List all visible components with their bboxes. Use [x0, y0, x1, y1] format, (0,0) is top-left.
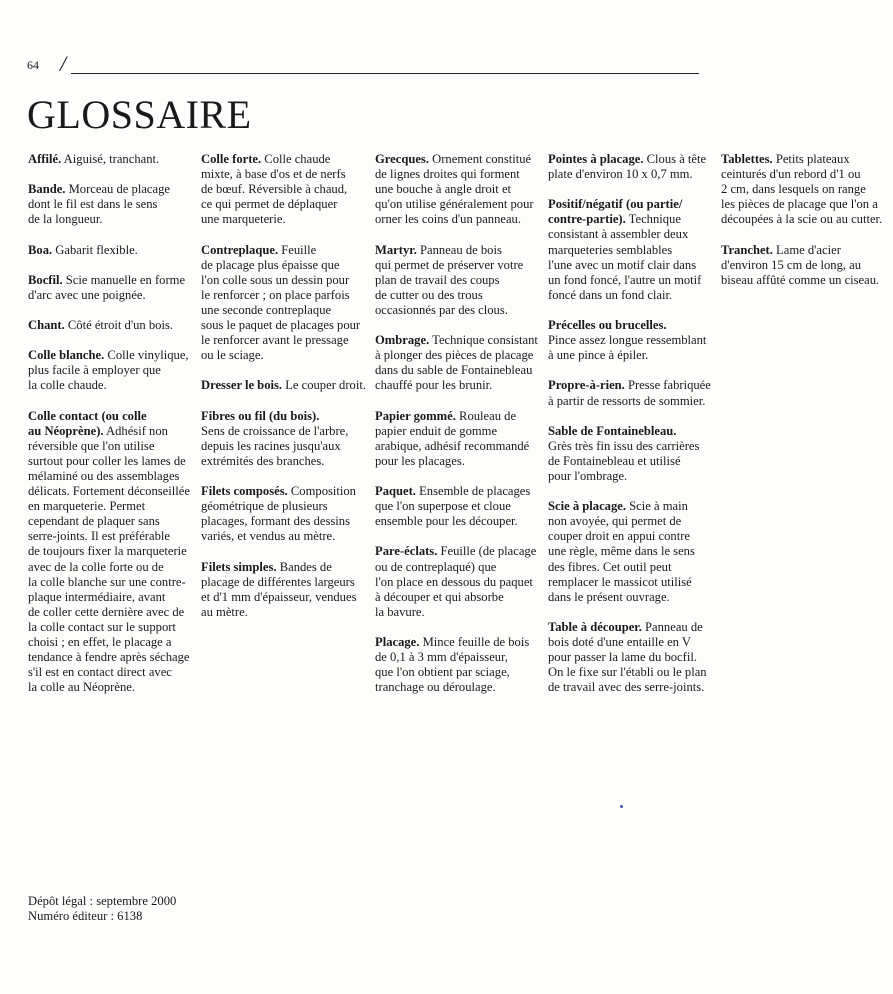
glossary-entry	[548, 378, 711, 408]
glossary-definition-line: de 0,1 à 3 mm d'épaisseur,	[375, 650, 508, 665]
glossary-definition-line: Panneau de	[641, 619, 703, 634]
glossary-entry	[28, 348, 188, 393]
glossary-entry	[548, 318, 708, 363]
glossary-definition-line: Mince feuille de bois	[419, 635, 530, 649]
glossary-definition-line: Feuille	[278, 242, 317, 257]
glossary-entry	[28, 409, 188, 696]
glossary-entry	[375, 635, 535, 695]
glossary-entry	[548, 499, 708, 605]
glossary-definition-line: des fibres. Cet outil peut	[548, 559, 672, 574]
glossary-term: Filets simples.	[201, 559, 277, 574]
glossary-definition-line: Grès très fin issu des carrières	[548, 438, 700, 453]
glossary-definition-line: d'arc avec une poignée.	[28, 287, 146, 302]
glossary-entry	[548, 620, 708, 695]
page-title: GLOSSAIRE	[27, 92, 252, 137]
glossary-entry	[548, 424, 708, 484]
glossary-term: Martyr.	[375, 242, 417, 257]
glossary-definition-line: en marqueterie. Permet	[28, 499, 146, 514]
glossary-definition-line: plate d'environ 10 x 0,7 mm.	[548, 167, 693, 182]
glossary-definition-line: Presse fabriquée	[624, 378, 711, 393]
glossary-term: Table à découper.	[548, 619, 642, 634]
glossary-definition-line: Aiguisé, tranchant.	[61, 152, 160, 166]
glossary-definition-line: 2 cm, dans lesquels on range	[721, 182, 866, 197]
publisher-number: Numéro éditeur : 6138	[28, 909, 143, 924]
glossary-definition-line: dont le fil est dans le sens	[28, 197, 158, 212]
glossary-term: Colle contact (ou colle	[28, 408, 147, 423]
glossary-definition-line: une marqueterie.	[201, 212, 286, 227]
glossary-entry	[375, 152, 535, 227]
glossary-entry	[201, 560, 361, 620]
glossary-definition-line: surtout pour coller les lames de	[28, 453, 186, 468]
glossary-term: Positif/négatif (ou partie/	[548, 197, 683, 212]
glossary-definition-line: dans le présent ouvrage.	[548, 589, 670, 604]
glossary-definition-line: papier enduit de gomme	[375, 423, 498, 438]
glossary-definition-line: Colle chaude	[261, 152, 331, 166]
glossary-entry	[28, 318, 188, 333]
glossary-definition-line: à plonger des pièces de placage	[375, 348, 534, 363]
glossary-definition-line: Le couper droit.	[282, 378, 366, 393]
glossary-term: Colle forte.	[201, 152, 262, 166]
glossary-entry	[721, 152, 886, 227]
glossary-definition-line: un fond foncé, l'autre un motif	[548, 272, 702, 287]
glossary-definition-line: s'il est en contact direct avec	[28, 665, 172, 680]
glossary-term: contre-partie).	[548, 212, 626, 227]
glossary-definition-line: une bouche à angle droit et	[375, 182, 512, 197]
glossary-entry	[28, 273, 188, 303]
glossary-definition-line: Scie à main	[626, 499, 688, 514]
glossary-entry	[548, 197, 708, 303]
glossary-definition-line: variés, et vendus au mètre.	[201, 529, 336, 544]
glossary-definition-line: ensemble pour les découper.	[375, 514, 518, 529]
glossary-definition-line: que l'on obtient par sciage,	[375, 665, 510, 680]
glossary-definition-line: orner les coins d'un panneau.	[375, 212, 522, 227]
glossary-term: Boa.	[28, 242, 53, 257]
glossary-definition-line: occasionnés par des clous.	[375, 302, 508, 317]
glossary-entry	[375, 243, 535, 318]
glossary-definition-line: d'environ 15 cm de long, au	[721, 257, 862, 272]
glossary-entry	[201, 409, 361, 469]
glossary-definition-line: à une pince à épiler.	[548, 348, 649, 363]
glossary-term: Placage.	[375, 635, 420, 649]
glossary-entry	[375, 544, 535, 619]
glossary-term: Pare-éclats.	[375, 544, 438, 559]
glossary-term: Tranchet.	[721, 242, 773, 257]
glossary-definition-line: la colle blanche sur une contre-	[28, 574, 186, 589]
glossary-column-3	[375, 152, 538, 710]
glossary-definition-line: tendance à fendre après séchage	[28, 650, 190, 665]
glossary-entry	[28, 152, 188, 167]
glossary-entry	[721, 243, 886, 288]
glossary-definition-line: biseau affûté comme un ciseau.	[721, 272, 880, 287]
glossary-definition-line: plus facile à employer que	[28, 363, 161, 378]
glossary-definition-line: de cutter ou des trous	[375, 287, 483, 302]
header-rule	[71, 73, 699, 74]
glossary-definition-line: de la longueur.	[28, 212, 103, 227]
glossary-definition-line: cependant de plaquer sans	[28, 514, 160, 529]
glossary-definition-line: la colle au Néoprène.	[28, 680, 135, 695]
glossary-definition-line: sous le paquet de placages pour	[201, 318, 361, 333]
glossary-definition-line: choisi ; en effet, le placage a	[28, 635, 172, 649]
glossary-entry	[201, 243, 361, 364]
header-slash: /	[60, 51, 67, 76]
ink-dot	[620, 805, 623, 808]
glossary-term: Dresser le bois.	[201, 378, 283, 393]
legal-deposit: Dépôt légal : septembre 2000	[28, 894, 177, 908]
glossary-definition-line: l'on colle sous un dessin pour	[201, 272, 350, 287]
glossary-definition-line: délicats. Fortement déconseillée	[28, 484, 190, 499]
glossary-definition-line: ce qui permet de déplaquer	[201, 197, 338, 212]
glossary-term: Grecques.	[375, 152, 429, 166]
glossary-definition-line: plan de travail des coups	[375, 272, 500, 287]
glossary-term: Contreplaque.	[201, 242, 279, 257]
glossary-entry	[375, 409, 535, 469]
glossary-definition-line: que l'on superpose et cloue	[375, 499, 511, 514]
glossary-entry	[201, 378, 366, 393]
glossary-entry	[375, 333, 538, 393]
glossary-definition-line: avec de la colle forte ou de	[28, 559, 164, 574]
glossary-definition-line: plaque intermédiaire, avant	[28, 589, 166, 604]
glossary-term: Fibres ou fil (du bois).	[201, 408, 320, 423]
glossary-definition-line: arabique, adhésif recommandé	[375, 438, 530, 453]
glossary-term: Propre-à-rien.	[548, 378, 625, 393]
glossary-definition-line: Technique	[625, 212, 681, 227]
glossary-entry	[201, 152, 361, 227]
glossary-entry	[28, 243, 188, 258]
glossary-definition-line: Lame d'acier	[772, 242, 841, 257]
glossary-definition-line: chauffé pour les brunir.	[375, 378, 493, 393]
glossary-definition-line: de coller cette dernière avec de	[28, 604, 185, 619]
page-header	[27, 51, 699, 76]
glossary-definition-line: pour l'ombrage.	[548, 468, 628, 483]
glossary-term: Papier gommé.	[375, 408, 456, 423]
glossary-definition-line: Scie manuelle en forme	[62, 272, 186, 287]
glossary-definition-line: Morceau de placage	[65, 182, 170, 197]
glossary-term: Colle blanche.	[28, 348, 105, 363]
glossary-column-4	[548, 152, 711, 710]
glossary-definition-line: On le fixe sur l'établi ou le plan	[548, 665, 707, 680]
glossary-definition-line: à partir de ressorts de sommier.	[548, 393, 706, 408]
glossary-column-1	[28, 152, 188, 710]
glossary-definition-line: au mètre.	[201, 604, 248, 619]
glossary-definition-line: Ornement constitué	[429, 152, 532, 166]
glossary-definition-line: l'on place en dessous du paquet	[375, 574, 533, 589]
glossary-definition-line: mélaminé ou des assemblages	[28, 468, 180, 483]
glossary-definition-line: ceinturés d'un rebord d'1 ou	[721, 167, 861, 182]
glossary-definition-line: à découper et qui absorbe	[375, 589, 504, 604]
glossary-definition-line: Côté étroit d'un bois.	[64, 318, 174, 333]
glossary-definition-line: l'une avec un motif clair dans	[548, 257, 697, 272]
glossary-term: Ombrage.	[375, 333, 430, 348]
glossary-term: Précelles ou brucelles.	[548, 318, 667, 333]
glossary-definition-line: qui permet de préserver votre	[375, 257, 524, 272]
glossary-definition-line: la colle contact sur le support	[28, 619, 176, 634]
glossary-definition-line: depuis les racines jusqu'aux	[201, 438, 341, 453]
glossary-definition-line: de Fontainebleau et utilisé	[548, 453, 681, 468]
glossary-term: Bocfil.	[28, 272, 63, 287]
glossary-definition-line: pour les placages.	[375, 453, 465, 468]
glossary-definition-line: Rouleau de	[455, 408, 517, 423]
glossary-definition-line: la bavure.	[375, 604, 425, 619]
glossary-definition-line: les pièces de placage que l'on a	[721, 197, 878, 212]
glossary-definition-line: Colle vinylique,	[104, 348, 189, 363]
glossary-term: Filets composés.	[201, 484, 288, 499]
colophon	[28, 894, 176, 924]
glossary-definition-line: qu'on utilise généralement pour	[375, 197, 534, 212]
glossary-definition-line: de lignes droites qui forment	[375, 167, 520, 182]
glossary-definition-line: et d'1 mm d'épaisseur, vendues	[201, 589, 357, 604]
glossary-term: au Néoprène).	[28, 423, 104, 438]
glossary-entry	[548, 152, 708, 182]
glossary-definition-line: réversible que l'on utilise	[28, 438, 155, 453]
glossary-term: Bande.	[28, 182, 66, 197]
page-number: 64	[27, 58, 39, 72]
glossary-term: Affilé.	[28, 152, 62, 166]
glossary-definition-line: le renforcer avant le pressage	[201, 333, 349, 348]
glossary-entry	[201, 484, 361, 544]
glossary-definition-line: Pince assez longue ressemblant	[548, 333, 707, 348]
glossary-definition-line: Petits plateaux	[772, 152, 850, 166]
glossary-definition-line: dans du sable de Fontainebleau	[375, 363, 533, 378]
glossary-definition-line: Clous à tête	[643, 152, 707, 166]
glossary-definition-line: Sens de croissance de l'arbre,	[201, 423, 349, 438]
glossary-definition-line: la colle chaude.	[28, 378, 107, 393]
glossary-term: Pointes à placage.	[548, 152, 644, 166]
glossary-term: Paquet.	[375, 484, 416, 499]
glossary-definition-line: consistant à assembler deux	[548, 227, 689, 242]
glossary-definition-line: de travail avec des serre-joints.	[548, 680, 705, 695]
glossary-definition-line: de bœuf. Réversible à chaud,	[201, 182, 348, 197]
glossary-definition-line: Ensemble de placages	[415, 484, 531, 499]
glossary-definition-line: de toujours fixer la marqueterie	[28, 544, 187, 559]
glossary-definition-line: pour passer la lame du bocfil.	[548, 650, 697, 665]
glossary-term: Sable de Fontainebleau.	[548, 423, 677, 438]
glossary-definition-line: extrémités des branches.	[201, 453, 325, 468]
glossary-definition-line: Feuille (de placage	[437, 544, 537, 559]
glossary-definition-line: Panneau de bois	[416, 242, 502, 257]
glossary-definition-line: le renforcer ; on place parfois	[201, 287, 350, 302]
glossary-definition-line: marqueteries semblables	[548, 242, 673, 257]
glossary-column-5	[721, 152, 886, 303]
glossary-definition-line: Bandes de	[276, 559, 332, 574]
glossary-definition-line: Technique consistant	[429, 333, 538, 348]
glossary-definition-line: placages, formant des dessins	[201, 514, 350, 529]
glossary-term: Tablettes.	[721, 152, 773, 166]
glossary-definition-line: ou de contreplaqué) que	[375, 559, 497, 574]
glossary-definition-line: géométrique de plusieurs	[201, 499, 328, 514]
glossary-definition-line: une règle, même dans le sens	[548, 544, 695, 559]
glossary-definition-line: mixte, à base d'os et de nerfs	[201, 167, 346, 182]
glossary-definition-line: une seconde contreplaque	[201, 302, 332, 317]
glossary-entry	[28, 182, 188, 227]
glossary-column-2	[201, 152, 366, 635]
glossary-term: Chant.	[28, 318, 65, 333]
glossary-definition-line: tranchage ou déroulage.	[375, 680, 496, 695]
glossary-definition-line: Adhésif non	[103, 423, 168, 438]
glossary-definition-line: couper droit en appui contre	[548, 529, 690, 544]
glossary-definition-line: bois doté d'une entaille en V	[548, 635, 691, 649]
glossary-definition-line: serre-joints. Il est préférable	[28, 529, 170, 544]
glossary-definition-line: ou le sciage.	[201, 348, 264, 363]
glossary-entry	[375, 484, 535, 529]
glossary-definition-line: découpées à la scie ou au cutter.	[721, 212, 883, 227]
glossary-definition-line: remplacer le massicot utilisé	[548, 574, 692, 589]
glossary-definition-line: foncé dans un fond clair.	[548, 287, 673, 302]
glossary-definition-line: non avoyée, qui permet de	[548, 514, 682, 529]
glossary-term: Scie à placage.	[548, 499, 626, 514]
glossary-definition-line: placage de différentes largeurs	[201, 574, 355, 589]
glossary-definition-line: de placage plus épaisse que	[201, 257, 340, 272]
glossary-definition-line: Gabarit flexible.	[52, 242, 138, 257]
glossary-definition-line: Composition	[287, 484, 356, 499]
